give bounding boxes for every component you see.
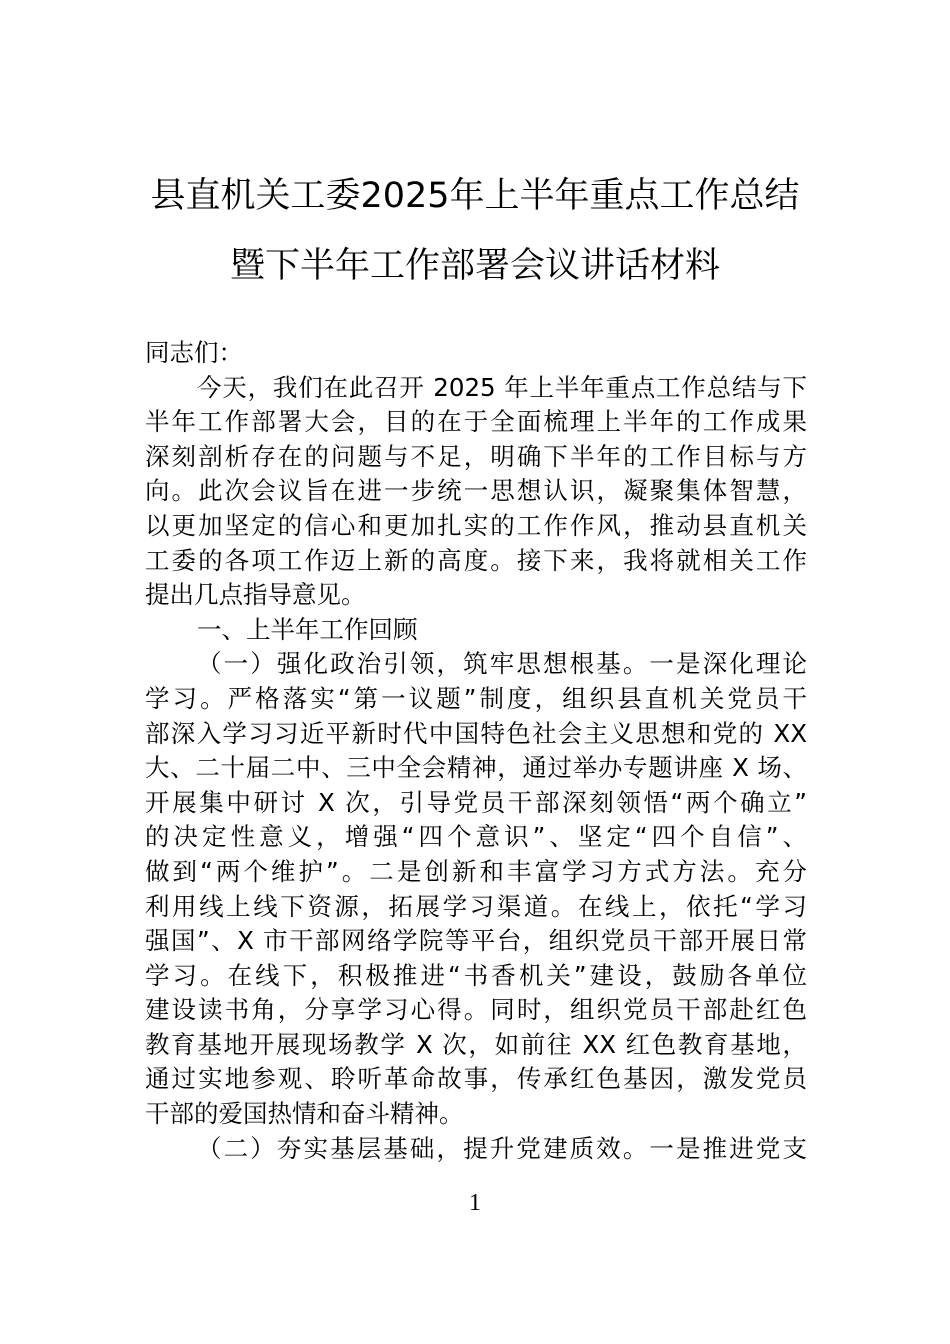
- body-line: 学习。严格落实“第一议题”制度，组织县直机关党员干: [145, 683, 807, 713]
- body-line: 干部的爱国热情和奋斗精神。: [145, 1099, 464, 1129]
- body-line: 提出几点指导意见。: [145, 580, 366, 610]
- document-title-line-1: 县直机关工委2025年上半年重点工作总结: [150, 176, 800, 216]
- body-line: 通过实地参观、聆听革命故事，传承红色基因，激发党员: [145, 1064, 807, 1094]
- body-line: 以更加坚定的信心和更加扎实的工作作风，推动县直机关: [145, 510, 807, 540]
- body-line: 部深入学习习近平新时代中国特色社会主义思想和党的 XX: [145, 718, 807, 748]
- body-line: 大、二十届二中、三中全会精神，通过举办专题讲座 X 场、: [145, 753, 807, 783]
- body-line: 强国”、X 市干部网络学院等平台，组织党员干部开展日常: [145, 926, 807, 956]
- body-line: 工委的各项工作迈上新的高度。接下来，我将就相关工作: [145, 545, 807, 575]
- body-line: 建设读书角，分享学习心得。同时，组织党员干部赴红色: [145, 995, 807, 1025]
- body-line: 一、上半年工作回顾: [197, 614, 418, 644]
- body-line: 开展集中研讨 X 次，引导党员干部深刻领悟“两个确立”: [145, 787, 807, 817]
- body-line: 做到“两个维护”。二是创新和丰富学习方式方法。充分: [145, 856, 807, 886]
- body-line: （二）夯实基层基础，提升党建质效。一是推进党支: [197, 1133, 807, 1163]
- body-line: 利用线上线下资源，拓展学习渠道。在线上，依托“学习: [145, 891, 807, 921]
- body-line: 今天，我们在此召开 2025 年上半年重点工作总结与下: [197, 372, 807, 402]
- salutation: 同志们：: [145, 338, 243, 367]
- body-paragraphs: [145, 371, 807, 1167]
- body-line: 的决定性意义，增强“四个意识”、坚定“四个自信”、: [145, 822, 807, 852]
- body-line: 半年工作部署大会，目的在于全面梳理上半年的工作成果: [145, 407, 807, 437]
- document-title-line-2: 暨下半年工作部署会议讲话材料: [229, 246, 720, 286]
- page-number: 1: [469, 1190, 481, 1216]
- body-line: （一）强化政治引领，筑牢思想根基。一是深化理论: [197, 649, 807, 679]
- body-line: 学习。在线下，积极推进“书香机关”建设，鼓励各单位: [145, 960, 807, 990]
- body-line: 向。此次会议旨在进一步统一思想认识，凝聚集体智慧，: [145, 476, 807, 506]
- document-body: [145, 336, 807, 1166]
- body-line: 教育基地开展现场教学 X 次，如前往 XX 红色教育基地，: [145, 1029, 807, 1059]
- body-line: 深刻剖析存在的问题与不足，明确下半年的工作目标与方: [145, 441, 807, 471]
